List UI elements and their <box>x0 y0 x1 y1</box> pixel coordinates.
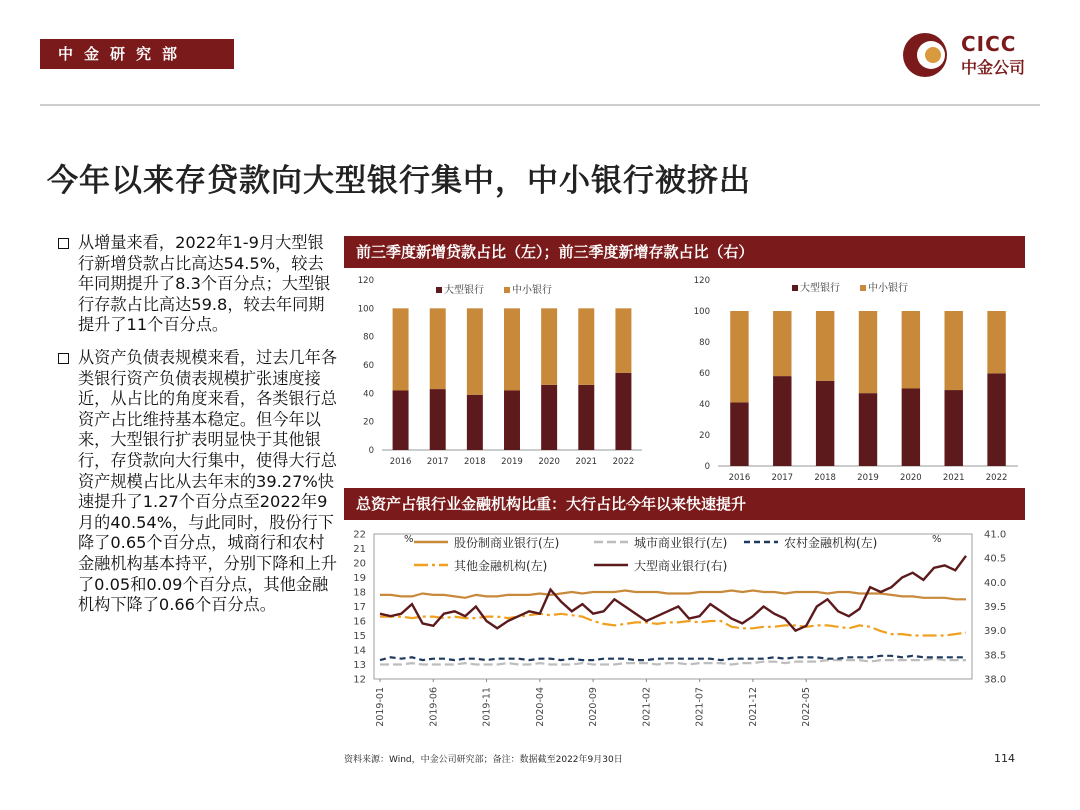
bar-large-bank <box>859 393 877 466</box>
plot-frame <box>374 534 972 679</box>
legend-label: 农村金融机构(左) <box>784 536 878 550</box>
legend-label: 大型银行 <box>800 283 840 294</box>
bullet-text: 从增量来看，2022年1-9月大型银行新增贷款占比高达54.5%，较去年同期提升了8.3个百分点；大型银行存款占比高达59.8，较去年同期提升了11个百分点。 <box>78 233 331 335</box>
y-right-tick-label: 40.5 <box>984 553 1007 565</box>
y-left-tick-label: 16 <box>353 616 366 628</box>
bar-small-bank <box>945 311 963 390</box>
x-tick-label: 2016 <box>389 457 412 467</box>
y-tick-label: 0 <box>704 462 710 472</box>
y-right-tick-label: 40.0 <box>984 577 1007 589</box>
x-tick-label: 2017 <box>426 457 449 467</box>
loan-share-chart <box>344 272 674 477</box>
x-tick-label: 2022 <box>985 473 1008 483</box>
bar-small-bank <box>773 311 791 376</box>
bar-large-bank <box>816 381 834 466</box>
bar-small-bank <box>987 311 1005 373</box>
page-number: 114 <box>994 752 1015 765</box>
bar-large-bank <box>504 391 520 451</box>
bar-large-bank <box>578 385 594 450</box>
bullet-item <box>58 348 338 616</box>
department-label: 中金研究部 <box>40 39 234 69</box>
x-tick-label: 2021-12 <box>747 687 759 727</box>
y-tick-label: 120 <box>357 276 374 286</box>
x-tick-label: 2020 <box>538 457 560 467</box>
y-tick-label: 40 <box>363 389 374 400</box>
y-tick-label: 40 <box>699 400 710 410</box>
bar-small-bank <box>859 311 877 393</box>
y-right-tick-label: 39.0 <box>984 626 1007 638</box>
legend-label: 其他金融机构(左) <box>454 559 548 573</box>
bar-small-bank <box>902 311 920 389</box>
bar-large-bank <box>902 389 920 467</box>
y-tick-label: 120 <box>693 276 710 286</box>
bar-small-bank <box>467 308 483 394</box>
y-left-tick-label: 18 <box>353 587 366 599</box>
section-title-bottom: 总资产占银行业金融机构比重：大行占比今年以来快速提升 <box>344 488 1025 520</box>
bar-large-bank <box>615 373 631 450</box>
y-tick-label: 80 <box>363 332 374 343</box>
y-left-tick-label: 14 <box>353 645 366 657</box>
asset-share-line-chart <box>344 524 1025 746</box>
y-tick-label: 20 <box>363 417 374 428</box>
x-tick-label: 2022 <box>612 457 635 467</box>
y-left-tick-label: 21 <box>353 544 366 555</box>
legend-swatch-large <box>436 287 442 293</box>
bar-small-bank <box>393 308 409 390</box>
x-tick-label: 2017 <box>771 473 794 483</box>
series-line <box>380 614 966 636</box>
x-tick-label: 2021 <box>942 473 965 483</box>
logo-cn: 中金公司 <box>961 58 1026 77</box>
bar-large-bank <box>430 389 446 450</box>
legend-swatch-small <box>504 287 510 293</box>
y-tick-label: 60 <box>699 369 710 379</box>
logo-en: CICC <box>961 32 1017 56</box>
x-tick-label: 2019 <box>501 457 523 467</box>
bullet-list <box>58 233 338 628</box>
x-tick-label: 2018 <box>814 473 836 483</box>
x-tick-label: 2018 <box>464 457 486 467</box>
x-tick-label: 2021 <box>575 457 598 467</box>
legend-label: 大型银行 <box>444 285 484 296</box>
bar-small-bank <box>430 308 446 389</box>
x-tick-label: 2020-09 <box>588 687 600 727</box>
y-left-tick-label: 20 <box>353 558 366 570</box>
bar-large-bank <box>945 390 963 466</box>
x-tick-label: 2021-07 <box>694 687 706 727</box>
legend-swatch-large <box>792 285 798 291</box>
bar-small-bank <box>578 308 594 384</box>
bar-small-bank <box>816 311 834 381</box>
legend-label: 大型商业银行(右) <box>634 559 728 573</box>
y-tick-label: 100 <box>357 304 374 315</box>
legend-label: 城市商业银行(左) <box>634 536 728 550</box>
bullet-item <box>58 233 338 336</box>
bar-small-bank <box>504 308 520 390</box>
y-right-tick-label: 39.5 <box>984 602 1007 613</box>
y-right-tick-label: 41.0 <box>984 529 1007 541</box>
page-title: 今年以来存贷款向大型银行集中，中小银行被挤出 <box>47 163 751 199</box>
section-title-top: 前三季度新增贷款占比（左）；前三季度新增存款占比（右） <box>344 236 1025 268</box>
y-left-tick-label: 13 <box>353 660 366 671</box>
y-left-tick-label: 17 <box>353 602 366 613</box>
x-tick-label: 2022-05 <box>801 687 813 727</box>
header-divider <box>40 104 1040 106</box>
bar-large-bank <box>541 385 557 450</box>
bar-small-bank <box>615 308 631 372</box>
deposit-share-chart <box>678 272 1028 487</box>
bullet-text: 从资产负债表规模来看，过去几年各类银行资产负债表规模扩张速度接近，从占比的角度来看，各类银行总资产占比维持基本稳定。但今年以来，大型银行扩表明显快于其他银行，存贷款向大行集中，使得大行总资产规模占比从去年末的39.27%快速提升了1.27个百分点至2022年9月的40.54%，与此同时，股份行下降了0.65个百分点，城商行和农村金融机构基本持平，分别下降和上升了0.05和0.09个百分点，其他金融机构下降了0.66个百分点。 <box>78 347 337 615</box>
x-tick-label: 2020-04 <box>534 687 546 727</box>
bar-large-bank <box>987 373 1005 466</box>
y-tick-label: 20 <box>699 431 710 441</box>
y-tick-label: 60 <box>363 361 374 371</box>
x-tick-label: 2019 <box>857 473 879 483</box>
bar-small-bank <box>730 311 748 402</box>
legend-label: 中小银行 <box>512 285 552 296</box>
bar-large-bank <box>467 395 483 450</box>
x-tick-label: 2019-01 <box>375 687 386 727</box>
y-tick-label: 80 <box>699 338 710 348</box>
bar-large-bank <box>730 402 748 466</box>
bar-large-bank <box>393 391 409 451</box>
y-left-tick-label: 15 <box>353 631 366 642</box>
legend-swatch-small <box>860 285 866 291</box>
left-unit-label: % <box>404 534 414 545</box>
y-right-tick-label: 38.0 <box>984 674 1007 686</box>
right-unit-label: % <box>932 534 942 545</box>
checkbox-icon <box>58 353 69 364</box>
checkbox-icon <box>58 238 69 249</box>
y-left-tick-label: 12 <box>353 674 366 686</box>
y-right-tick-label: 38.5 <box>984 650 1007 662</box>
bar-small-bank <box>541 308 557 384</box>
source-note: 资料来源：Wind，中金公司研究部；备注：数据截至2022年9月30日 <box>344 755 623 765</box>
x-tick-label: 2019-06 <box>428 687 440 727</box>
legend-label: 中小银行 <box>868 283 908 294</box>
x-tick-label: 2019-11 <box>481 687 493 727</box>
y-tick-label: 0 <box>368 446 374 456</box>
bar-large-bank <box>773 376 791 466</box>
x-tick-label: 2016 <box>728 473 751 483</box>
legend-label: 股份制商业银行(左) <box>454 536 560 550</box>
y-left-tick-label: 19 <box>353 573 366 584</box>
x-tick-label: 2021-02 <box>641 687 653 727</box>
y-tick-label: 100 <box>693 307 710 317</box>
x-tick-label: 2020 <box>900 473 922 483</box>
y-left-tick-label: 22 <box>353 529 366 541</box>
